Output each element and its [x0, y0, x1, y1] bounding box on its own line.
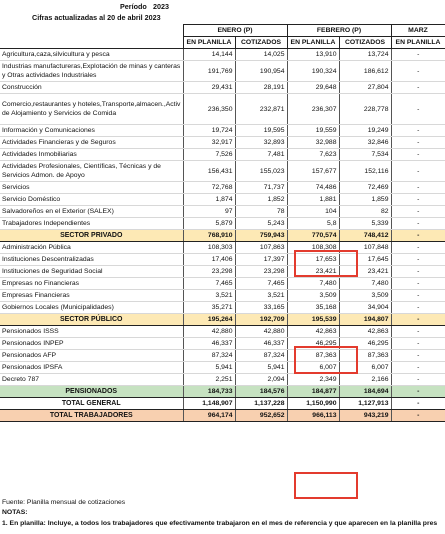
value-cell: 14,144	[183, 49, 235, 61]
row-label: TOTAL TRABAJADORES	[0, 410, 183, 422]
value-cell: 14,025	[235, 49, 287, 61]
value-cell: 35,168	[287, 302, 339, 314]
note-1: 1. En planilla: Incluye, a todos los trabajadores que efectivamente trabajaron en el mes de referencia y que aparecen en la planilla pres	[2, 520, 438, 527]
value-cell: 3,521	[235, 290, 287, 302]
table-row	[0, 218, 445, 230]
value-cell: 97	[183, 206, 235, 218]
table-row	[0, 242, 445, 254]
value-cell: 72,768	[183, 182, 235, 194]
row-label: Actividades Inmobiliarias	[0, 149, 183, 161]
summary-row	[0, 398, 445, 410]
value-cell: 42,880	[235, 326, 287, 338]
value-cell: 87,324	[235, 350, 287, 362]
value-cell: 195,539	[287, 314, 339, 326]
value-cell: 19,595	[235, 125, 287, 137]
value-cell: -	[391, 206, 445, 218]
subheader-en-planilla: EN PLANILLA	[183, 37, 235, 49]
value-cell: 190,954	[235, 61, 287, 82]
value-cell: -	[391, 254, 445, 266]
value-cell: 232,871	[235, 94, 287, 125]
value-cell: 194,807	[339, 314, 391, 326]
row-label: Empresas no Financieras	[0, 278, 183, 290]
highlight-total-trabajadores-feb	[294, 472, 358, 499]
value-cell: 7,526	[183, 149, 235, 161]
subheader-cotizados: COTIZADOS	[339, 37, 391, 49]
notes-title: NOTAS:	[2, 509, 28, 516]
value-cell: 2,349	[287, 374, 339, 386]
value-cell: -	[391, 350, 445, 362]
table-row	[0, 194, 445, 206]
value-cell: 1,881	[287, 194, 339, 206]
row-label: Información y Comunicaciones	[0, 125, 183, 137]
value-cell: -	[391, 398, 445, 410]
row-label: Pensionados ISSS	[0, 326, 183, 338]
value-cell: 82	[339, 206, 391, 218]
table-row	[0, 137, 445, 149]
value-cell: 17,645	[339, 254, 391, 266]
value-cell: 19,559	[287, 125, 339, 137]
value-cell: 228,778	[339, 94, 391, 125]
row-label: SECTOR PRIVADO	[0, 230, 183, 242]
value-cell: 1,859	[339, 194, 391, 206]
value-cell: 35,271	[183, 302, 235, 314]
value-cell: 7,480	[339, 278, 391, 290]
row-label: Pensionados INPEP	[0, 338, 183, 350]
value-cell: 13,910	[287, 49, 339, 61]
value-cell: 770,574	[287, 230, 339, 242]
value-cell: 184,694	[339, 386, 391, 398]
value-cell: -	[391, 374, 445, 386]
value-cell: 33,165	[235, 302, 287, 314]
value-cell: 3,509	[339, 290, 391, 302]
value-cell: 23,298	[183, 266, 235, 278]
row-label: Actividades Profesionales, Científicas, Técnicas y de Servicios Admon. de Apoyo	[0, 161, 183, 182]
value-cell: 943,219	[339, 410, 391, 422]
value-cell: 108,308	[287, 242, 339, 254]
value-cell: 34,904	[339, 302, 391, 314]
table-row	[0, 302, 445, 314]
value-cell: 6,007	[287, 362, 339, 374]
month-header-row	[0, 25, 445, 37]
value-cell: 1,148,907	[183, 398, 235, 410]
subheader-cotizados: COTIZADOS	[235, 37, 287, 49]
row-label: Trabajadores Independientes	[0, 218, 183, 230]
value-cell: 191,769	[183, 61, 235, 82]
value-cell: 42,863	[287, 326, 339, 338]
subheader-en-planilla: EN PLANILLA	[391, 37, 445, 49]
row-label: Construcción	[0, 82, 183, 94]
value-cell: 5,8	[287, 218, 339, 230]
value-cell: -	[391, 242, 445, 254]
subheader-row	[0, 37, 445, 49]
value-cell: 72,469	[339, 182, 391, 194]
value-cell: 7,480	[287, 278, 339, 290]
value-cell: 7,534	[339, 149, 391, 161]
value-cell: 1,874	[183, 194, 235, 206]
value-cell: 192,709	[235, 314, 287, 326]
corner-cell-2	[0, 37, 183, 49]
value-cell: 74,486	[287, 182, 339, 194]
table-row	[0, 338, 445, 350]
value-cell: 7,481	[235, 149, 287, 161]
value-cell: 157,677	[287, 161, 339, 182]
value-cell: 32,988	[287, 137, 339, 149]
value-cell: -	[391, 266, 445, 278]
value-cell: 2,166	[339, 374, 391, 386]
value-cell: 23,421	[287, 266, 339, 278]
value-cell: 27,804	[339, 82, 391, 94]
value-cell: 42,863	[339, 326, 391, 338]
table-row	[0, 125, 445, 137]
value-cell: 87,363	[287, 350, 339, 362]
row-label: Actividades Financieras y de Seguros	[0, 137, 183, 149]
value-cell: -	[391, 182, 445, 194]
value-cell: 17,397	[235, 254, 287, 266]
table-row	[0, 266, 445, 278]
value-cell: -	[391, 338, 445, 350]
value-cell: 19,724	[183, 125, 235, 137]
value-cell: -	[391, 82, 445, 94]
value-cell: 87,324	[183, 350, 235, 362]
table-row	[0, 254, 445, 266]
value-cell: -	[391, 326, 445, 338]
value-cell: 2,094	[235, 374, 287, 386]
value-cell: 7,465	[183, 278, 235, 290]
value-cell: 32,893	[235, 137, 287, 149]
value-cell: 2,251	[183, 374, 235, 386]
value-cell: 1,852	[235, 194, 287, 206]
period-year: 2023	[153, 2, 169, 11]
row-label: Instituciones Descentralizadas	[0, 254, 183, 266]
table-row	[0, 161, 445, 182]
value-cell: 32,846	[339, 137, 391, 149]
value-cell: 184,877	[287, 386, 339, 398]
value-cell: 5,879	[183, 218, 235, 230]
table-row	[0, 350, 445, 362]
value-cell: 42,880	[183, 326, 235, 338]
month-header-marzo: MARZ	[391, 25, 445, 37]
value-cell: 964,174	[183, 410, 235, 422]
row-label: SECTOR PÚBLICO	[0, 314, 183, 326]
value-cell: 759,943	[235, 230, 287, 242]
row-label: Industrias manufactureras,Explotación de minas y canteras y Otras actividades Industriales	[0, 61, 183, 82]
value-cell: 46,295	[287, 338, 339, 350]
value-cell: 23,421	[339, 266, 391, 278]
table-row	[0, 49, 445, 61]
row-label: Agricultura,caza,silvicultura y pesca	[0, 49, 183, 61]
value-cell: 71,737	[235, 182, 287, 194]
row-label: Instituciones de Seguridad Social	[0, 266, 183, 278]
row-label: Empresas Financieras	[0, 290, 183, 302]
subheader-en-planilla: EN PLANILLA	[287, 37, 339, 49]
value-cell: 768,910	[183, 230, 235, 242]
corner-cell	[0, 25, 183, 37]
summary-row	[0, 314, 445, 326]
value-cell: 108,303	[183, 242, 235, 254]
value-cell: -	[391, 314, 445, 326]
row-label: Pensionados AFP	[0, 350, 183, 362]
value-cell: 184,576	[235, 386, 287, 398]
value-cell: -	[391, 94, 445, 125]
value-cell: 5,243	[235, 218, 287, 230]
table-row	[0, 374, 445, 386]
value-cell: 1,150,990	[287, 398, 339, 410]
value-cell: 5,941	[183, 362, 235, 374]
value-cell: 17,653	[287, 254, 339, 266]
table-row	[0, 206, 445, 218]
table-row	[0, 278, 445, 290]
value-cell: -	[391, 149, 445, 161]
period-label: Período	[120, 2, 147, 11]
table-row	[0, 290, 445, 302]
value-cell: 1,137,228	[235, 398, 287, 410]
value-cell: 46,295	[339, 338, 391, 350]
value-cell: -	[391, 386, 445, 398]
value-cell: 46,337	[183, 338, 235, 350]
value-cell: 32,917	[183, 137, 235, 149]
table-row	[0, 94, 445, 125]
summary-row	[0, 230, 445, 242]
value-cell: 190,324	[287, 61, 339, 82]
value-cell: 7,623	[287, 149, 339, 161]
value-cell: 78	[235, 206, 287, 218]
value-cell: 236,307	[287, 94, 339, 125]
summary-row	[0, 410, 445, 422]
table-row	[0, 61, 445, 82]
value-cell: -	[391, 362, 445, 374]
table-row	[0, 82, 445, 94]
summary-row	[0, 386, 445, 398]
value-cell: 5,339	[339, 218, 391, 230]
row-label: PENSIONADOS	[0, 386, 183, 398]
table-row	[0, 326, 445, 338]
value-cell: -	[391, 410, 445, 422]
value-cell: -	[391, 161, 445, 182]
value-cell: 17,406	[183, 254, 235, 266]
value-cell: -	[391, 61, 445, 82]
workers-table	[0, 24, 445, 422]
value-cell: -	[391, 230, 445, 242]
row-label: Gobiernos Locales (Municipalidades)	[0, 302, 183, 314]
value-cell: 23,298	[235, 266, 287, 278]
value-cell: 236,350	[183, 94, 235, 125]
row-label: Servicios	[0, 182, 183, 194]
month-header-enero: ENERO (P)	[183, 25, 287, 37]
table-row	[0, 182, 445, 194]
value-cell: 107,848	[339, 242, 391, 254]
value-cell: 152,116	[339, 161, 391, 182]
value-cell: 13,724	[339, 49, 391, 61]
value-cell: -	[391, 137, 445, 149]
value-cell: 5,941	[235, 362, 287, 374]
table-row	[0, 149, 445, 161]
value-cell: 156,431	[183, 161, 235, 182]
subtitle-text: Cifras actualizadas al 20 de abril 2023	[32, 13, 161, 22]
row-label: Servicio Doméstico	[0, 194, 183, 206]
row-label: TOTAL GENERAL	[0, 398, 183, 410]
value-cell: 104	[287, 206, 339, 218]
value-cell: -	[391, 302, 445, 314]
value-cell: 748,412	[339, 230, 391, 242]
value-cell: -	[391, 290, 445, 302]
value-cell: 195,264	[183, 314, 235, 326]
value-cell: -	[391, 125, 445, 137]
value-cell: 186,612	[339, 61, 391, 82]
row-label: Comercio,restaurantes y hoteles,Transporte,almacen.,Activ de Alojamiento y Servicios de Comida	[0, 94, 183, 125]
value-cell: 966,113	[287, 410, 339, 422]
value-cell: 46,337	[235, 338, 287, 350]
value-cell: 19,249	[339, 125, 391, 137]
row-label: Decreto 787	[0, 374, 183, 386]
value-cell: 87,363	[339, 350, 391, 362]
value-cell: 28,191	[235, 82, 287, 94]
value-cell: 29,648	[287, 82, 339, 94]
value-cell: -	[391, 194, 445, 206]
value-cell: 952,652	[235, 410, 287, 422]
source-note: Fuente: Planilla mensual de cotizaciones	[2, 499, 126, 506]
value-cell: 7,465	[235, 278, 287, 290]
value-cell: -	[391, 278, 445, 290]
value-cell: 1,127,913	[339, 398, 391, 410]
month-header-febrero: FEBRERO (P)	[287, 25, 391, 37]
row-label: Administración Pública	[0, 242, 183, 254]
value-cell: 3,521	[183, 290, 235, 302]
value-cell: -	[391, 49, 445, 61]
value-cell: 3,509	[287, 290, 339, 302]
row-label: Salvadoreños en el Exterior (SALEX)	[0, 206, 183, 218]
value-cell: 29,431	[183, 82, 235, 94]
table-row	[0, 362, 445, 374]
row-label: Pensionados IPSFA	[0, 362, 183, 374]
value-cell: 184,733	[183, 386, 235, 398]
value-cell: -	[391, 218, 445, 230]
value-cell: 6,007	[339, 362, 391, 374]
value-cell: 107,863	[235, 242, 287, 254]
value-cell: 155,023	[235, 161, 287, 182]
